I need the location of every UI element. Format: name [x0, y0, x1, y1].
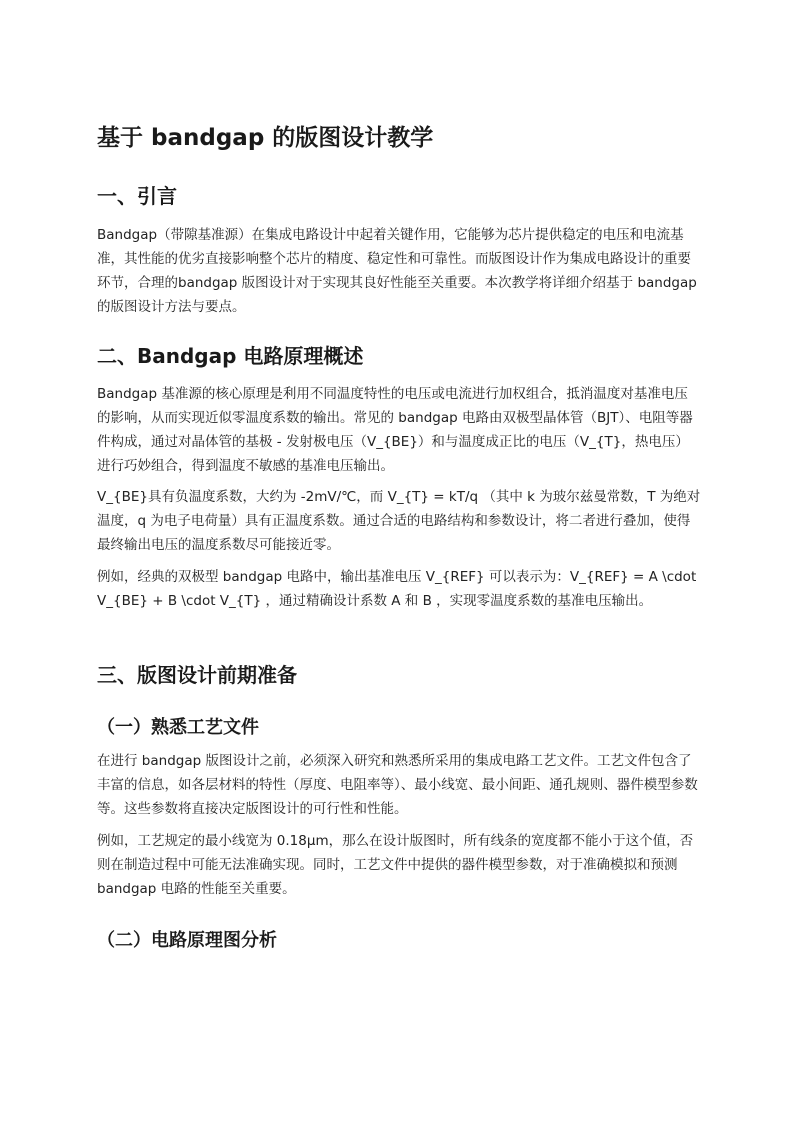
section-heading-intro: 一、引言 [97, 184, 177, 208]
section-heading-principle: 二、Bandgap 电路原理概述 [97, 344, 364, 368]
process-file-paragraph-2: 例如，工艺规定的最小线宽为 0.18μm，那么在设计版图时，所有线条的宽度都不能小于这个值，否则在制造过程中可能无法准确实现。同时，工艺文件中提供的器件模型参数，对于准确模拟和预测 bandgap 电路的性能至关重要。 [97, 833, 694, 897]
subsection-heading-schematic: （二）电路原理图分析 [97, 930, 277, 951]
principle-paragraph-1: Bandgap 基准源的核心原理是利用不同温度特性的电压或电流进行加权组合，抵消温度对基准电压的影响，从而实现近似零温度系数的输出。常见的 bandgap 电路由双极型晶体管（BJT）、电阻等器件构成，通过对晶体管的基极 - 发射极电压（V_{BE}）和与温度成正比的电压（V_{T}，热电压）进行巧妙组合，得到温度不敏感的基准电压输出。 [97, 386, 693, 474]
process-file-paragraph-1: 在进行 bandgap 版图设计之前，必须深入研究和熟悉所采用的集成电路工艺文件。工艺文件包含了丰富的信息，如各层材料的特性（厚度、电阻率等）、最小线宽、最小间距、通孔规则、器件模型参数等。这些参数将直接决定版图设计的可行性和性能。 [97, 753, 698, 817]
section-heading-preparation: 三、版图设计前期准备 [97, 663, 297, 687]
intro-paragraph: Bandgap（带隙基准源）在集成电路设计中起着关键作用，它能够为芯片提供稳定的电压和电流基准，其性能的优劣直接影响整个芯片的精度、稳定性和可靠性。而版图设计作为集成电路设计的重要环节，合理的bandgap 版图设计对于实现其良好性能至关重要。本次教学将详细介绍基于 bandgap 的版图设计方法与要点。 [97, 227, 697, 315]
principle-paragraph-3: 例如，经典的双极型 bandgap 电路中，输出基准电压 V_{REF} 可以表示为：V_{REF} = A \cdot V_{BE} + B \cdot V_{T} ，通过精确设计系数 A 和 B ，实现零温度系数的基准电压输出。 [97, 569, 697, 609]
principle-paragraph-2: V_{BE}具有负温度系数，大约为 -2mV/℃，而 V_{T} = kT/q （其中 k 为玻尔兹曼常数，T 为绝对温度，q 为电子电荷量）具有正温度系数。通过合适的电路结构和参数设计，将二者进行叠加，使得最终输出电压的温度系数尽可能接近零。 [97, 489, 701, 553]
subsection-heading-process-file: （一）熟悉工艺文件 [97, 717, 259, 738]
document-title: 基于 bandgap 的版图设计教学 [97, 125, 434, 151]
